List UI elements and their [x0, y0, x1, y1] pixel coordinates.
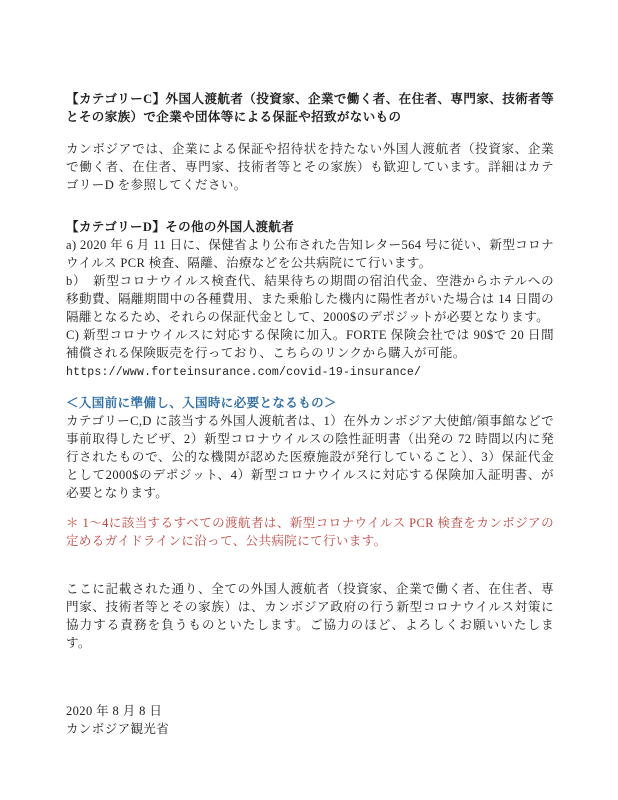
footer-organization: カンボジア観光省 [66, 722, 170, 736]
category-d-item-b: b） 新型コロナウイルス検査代、結果待ちの期間の宿泊代金、空港からホテルへの移動費、隔離期間中の各種費用、また乗船した機内に陽性者がいた場合は 14 日間の隔離となるため、それらの保証代金として、2000$のデポジットが必要となります。 [66, 274, 554, 324]
preparation-heading: ＜入国前に準備し、入国時に必要となるもの＞ [66, 396, 337, 410]
preparation-paragraph: カテゴリーC,D に該当する外国人渡航者は、1）在外カンボジア大使館/領事館などで事前取得したビザ、2）新型コロナウイルスの陰性証明書（出発の 72 時間以内に発行されたもので、公的な機関が認めた医療施設が発行していること）、3）保証代金として2000$のデポジット、4）新型コロナウイルスに対応する保険加入証明書、が必要となります。 [66, 414, 554, 500]
closing-paragraph: ここに記載された通り、全ての外国人渡航者（投資家、企業で働く者、在住者、専門家、技術者等とその家族）は、カンボジア政府の行う新型コロナウイルス対策に協力する責務を負うものといたします。ご協力のほど、よろしくお願いいたします。 [66, 582, 554, 650]
category-c-heading: 【カテゴリーC】外国人渡航者（投資家、企業で働く者、在住者、専門家、技術者等とその家族）で企業や団体等による保証や招致がないもの [66, 92, 554, 124]
preparation-section [66, 394, 554, 502]
pcr-note: ＊ 1～4に該当するすべての渡航者は、新型コロナウイルス PCR 検査をカンボジアの定めるガイドラインに沿って、公共病院にて行います。 [66, 516, 554, 548]
category-d-item-a: a) 2020 年 6 月 11 日に、保健省より公布された告知レター564 号に従い、新型コロナウイルス PCR 検査、隔離、治療などを公共病院にて行います。 [66, 238, 554, 270]
footer-date: 2020 年 8 月 8 日 [66, 704, 163, 718]
document-footer [66, 702, 554, 738]
category-c-paragraph: カンボジアでは、企業による保証や招待状を持たない外国人渡航者（投資家、企業で働く者、在住者、専門家、技術者等とその家族）も歓迎しています。詳細はカテゴリーD を参照してください。 [66, 142, 554, 192]
insurance-link[interactable]: https://www.forteinsurance.com/covid-19-insurance/ [66, 366, 422, 379]
category-d-section [66, 218, 554, 380]
category-d-heading: 【カテゴリーD】その他の外国人渡航者 [66, 220, 295, 234]
category-d-item-c: C) 新型コロナウイルスに対応する保険に加入。FORTE 保険会社では 90$で 20 日間補償される保険販売を行っており、こちらのリンクから購入が可能。 [66, 328, 554, 360]
